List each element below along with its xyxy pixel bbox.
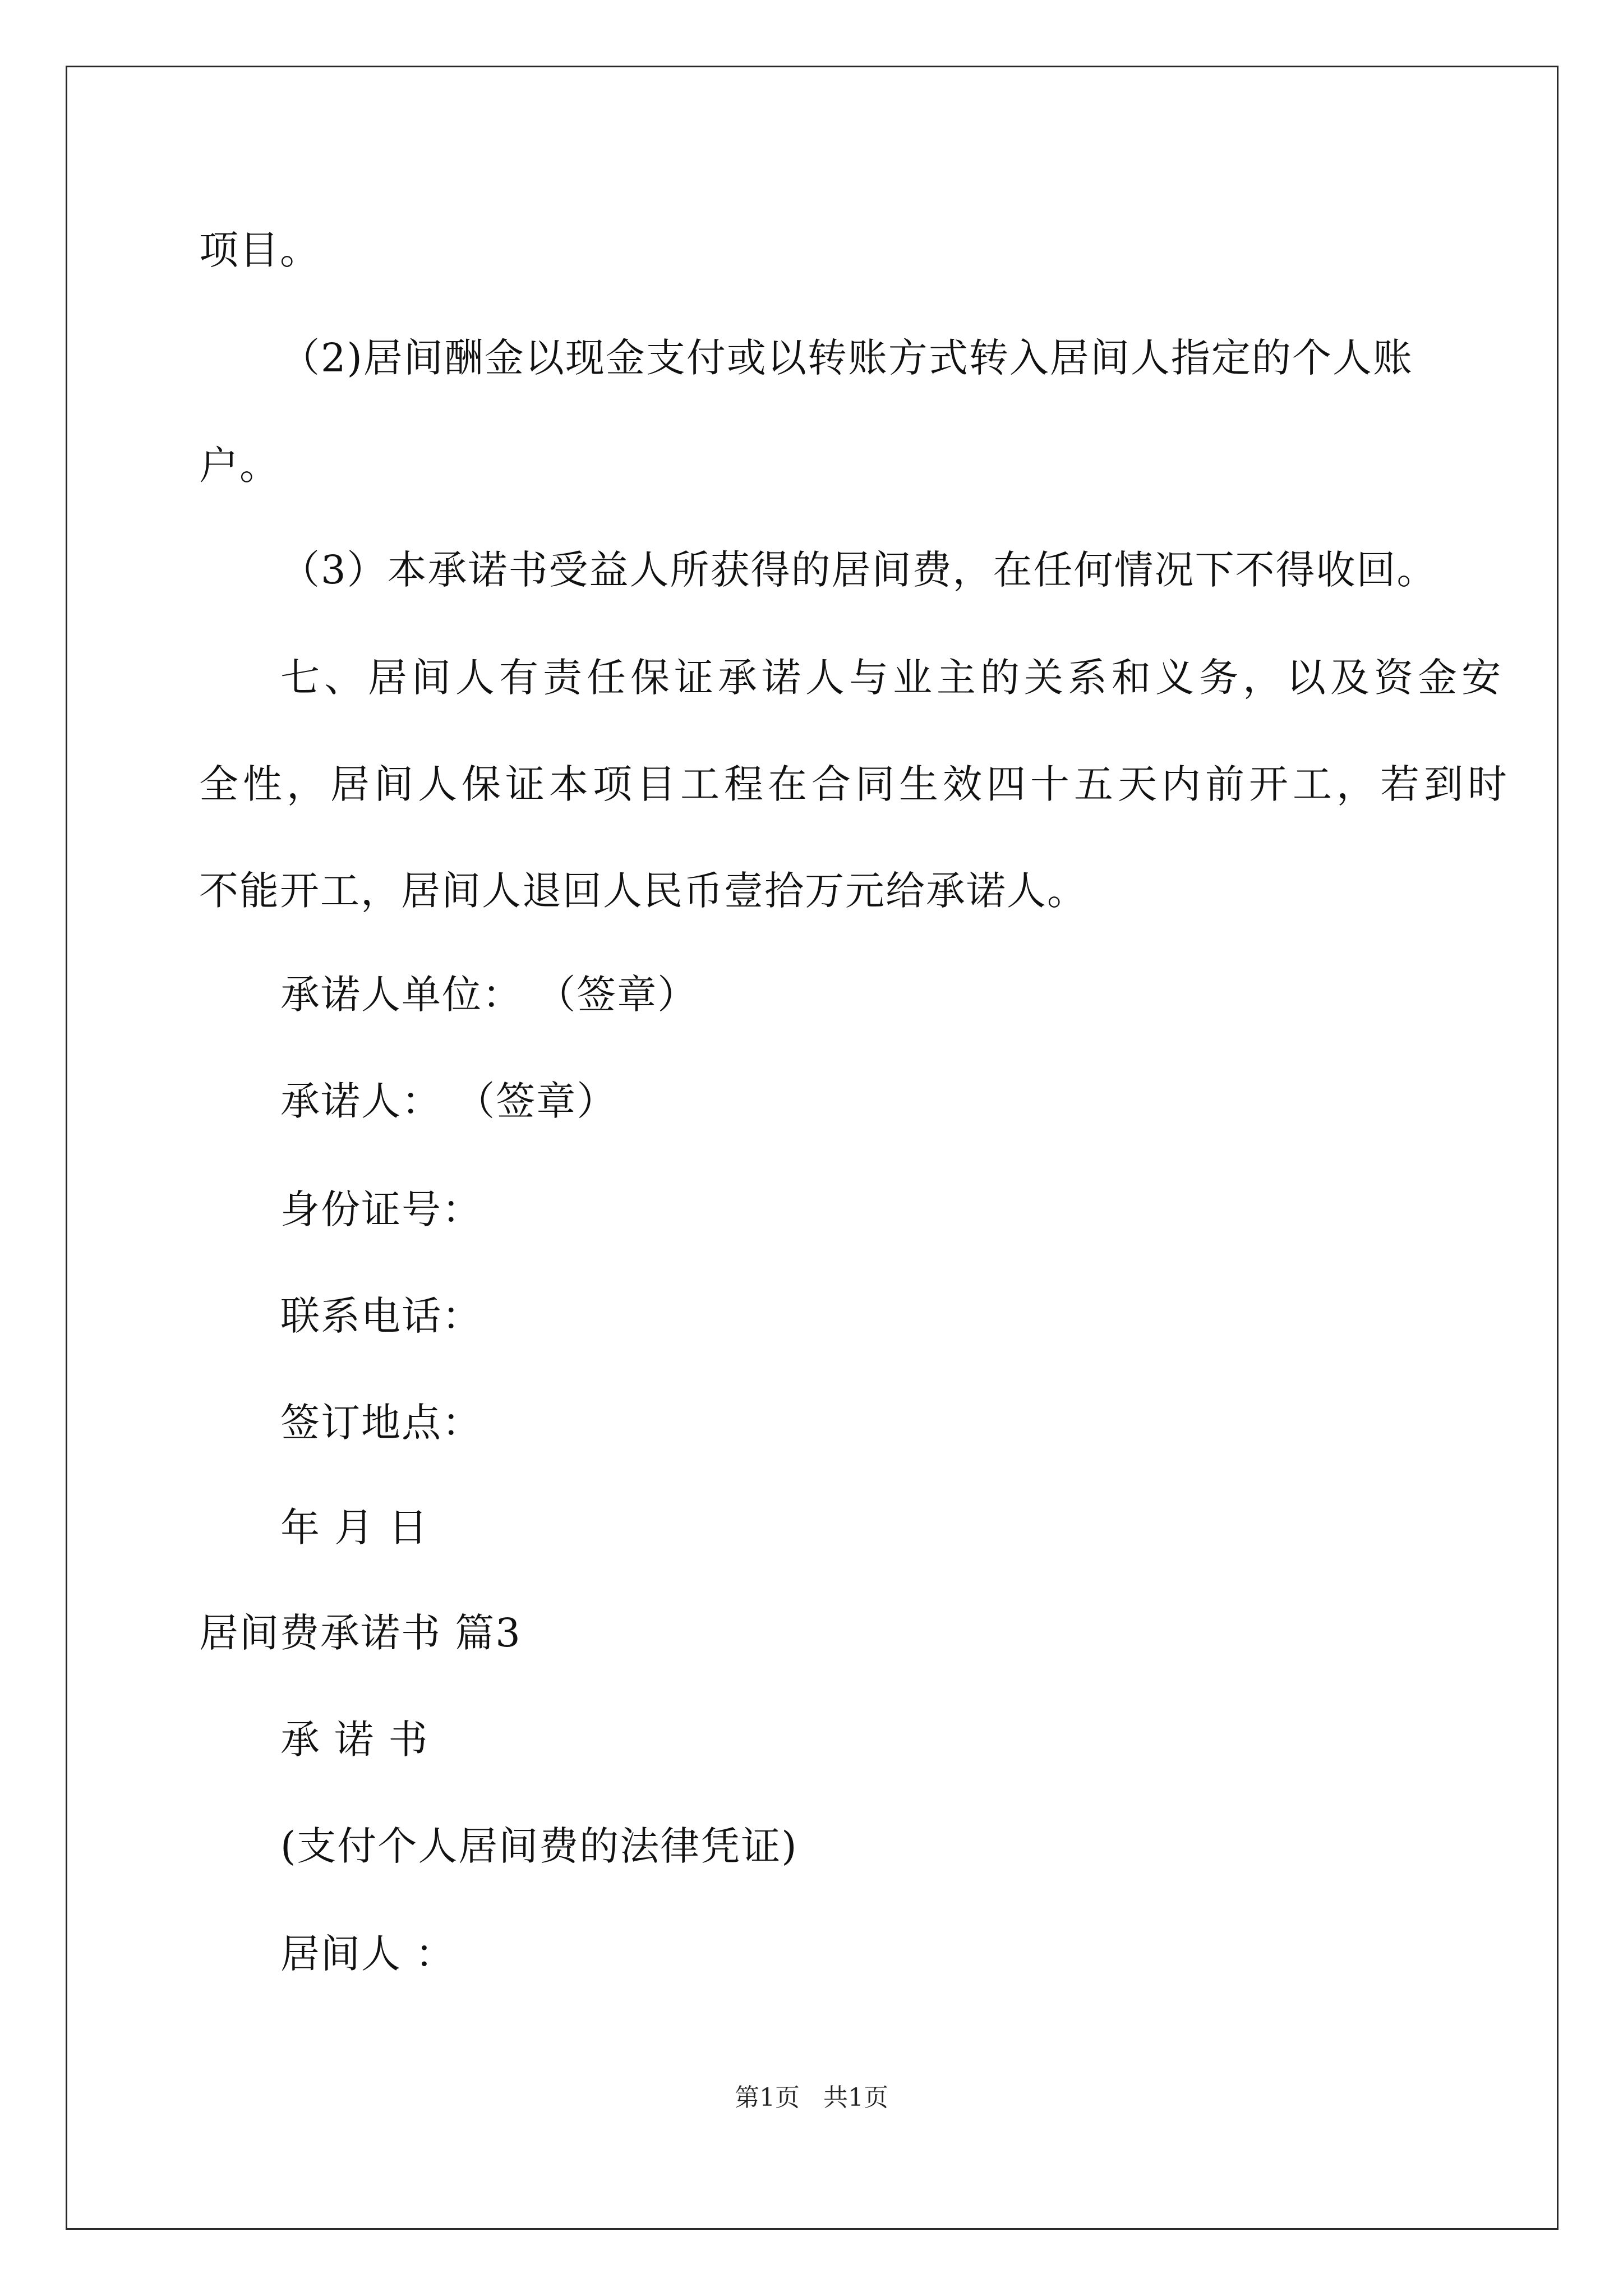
location-field: 签订地点： bbox=[280, 1400, 482, 1446]
section-heading: 居间费承诺书 篇3 bbox=[199, 1610, 522, 1656]
paragraph-line: 户。 bbox=[199, 443, 280, 489]
date-field: 年 月 日 bbox=[280, 1504, 429, 1550]
intermediary-field: 居间人 ： bbox=[280, 1931, 456, 1977]
paragraph-line: 七、居间人有责任保证承诺人与业主的关系和义务，以及资金安 bbox=[280, 655, 1505, 701]
signature-field-unit: 承诺人单位： （签章） bbox=[280, 972, 698, 1018]
document-subtitle: (支付个人居间费的法律凭证) bbox=[280, 1823, 798, 1869]
id-number-field: 身份证号： bbox=[280, 1186, 482, 1232]
paragraph-line: （3）本承诺书受益人所获得的居间费，在任何情况下不得收回。 bbox=[280, 547, 1437, 593]
document-title: 承 诺 书 bbox=[280, 1717, 429, 1763]
paragraph-line: （2)居间酬金以现金支付或以转账方式转入居间人指定的个人账 bbox=[280, 335, 1413, 381]
paragraph-line: 全性，居间人保证本项目工程在合同生效四十五天内前开工，若到时 bbox=[199, 761, 1511, 807]
paragraph-line: 不能开工，居间人退回人民币壹拾万元给承诺人。 bbox=[199, 868, 1087, 914]
phone-field: 联系电话： bbox=[280, 1293, 482, 1339]
page-border bbox=[66, 66, 1559, 2230]
paragraph-line: 项目。 bbox=[199, 227, 320, 273]
signature-field-promisor: 承诺人： （签章） bbox=[280, 1078, 617, 1124]
page-footer: 第1页 共1页 bbox=[735, 2083, 888, 2112]
